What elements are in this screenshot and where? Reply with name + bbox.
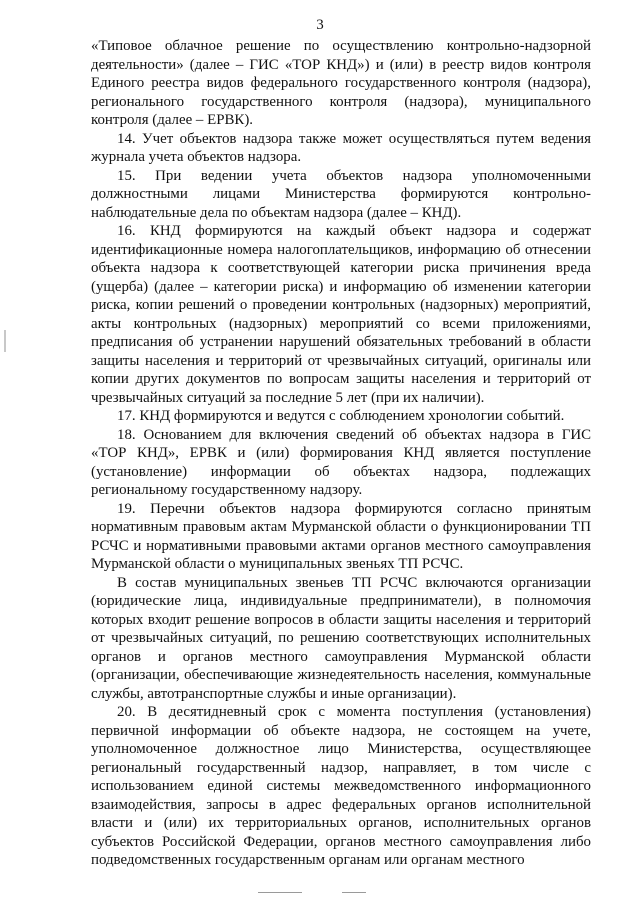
paragraph-19-municipal: В состав муниципальных звеньев ТП РСЧС включаются организации (юридические лица, индивидуальные предприниматели), в полномочия которых входит решение вопросов в области защиты населения и территорий от чрезвычайных ситуаций, по решению соответствующих исполнительных органов и органов местного самоуправления Мурманской области (организации, обеспечивающие жизнедеятельность населения, коммунальные службы, автотранспортные службы и иные организации). (91, 574, 591, 702)
document-body (91, 37, 591, 870)
paragraph-19: 19. Перечни объектов надзора формируются согласно принятым нормативным правовым актам Мурманской области о функционировании ТП РСЧС и нормативными правовыми актами органов местного самоуправления Мурманской области о муниципальных звеньях ТП РСЧС. (91, 500, 591, 572)
paragraph-13-continuation: «Типовое облачное решение по осуществлению контрольно-надзорной деятельности» (далее – ГИС «ТОР КНД») и (или) в реестр видов контроля Единого реестра видов федерального государственного контроля (надзора), регионального государственного контроля (надзора), муниципального контроля (далее – ЕРВК). (91, 38, 591, 128)
paragraph-18: 18. Основанием для включения сведений об объектах надзора в ГИС «ТОР КНД», ЕРВК и (или) формирования КНД является поступление (установление) информации об объектах надзора, подлежащих региональному государственному надзору. (91, 426, 591, 498)
paragraph-17: 17. КНД формируются и ведутся с соблюдением хронологии событий. (117, 408, 565, 424)
page-number: 3 (316, 17, 324, 33)
paragraph-20: 20. В десятидневный срок с момента поступления (установления) первичной информации об объекте надзора, не состоящем на учете, уполномоченное должностное лицо Министерства, осуществляющее региональный государственный надзор, направляет, в том числе с использованием единой системы межведомственного информационного взаимодействия, запросы в адрес федеральных органов исполнительной власти и (или) их территориальных органов, исполнительных органов субъектов Российской Федерации, органов местного самоуправления либо подведомственных государственным органам или органам местного (91, 704, 591, 868)
paragraph-15: 15. При ведении учета объектов надзора уполномоченными должностными лицами Министерства формируются контрольно-наблюдательные дела по объектам надзора (далее – КНД). (91, 167, 591, 221)
footer-mark-left (258, 892, 302, 893)
scan-edge-mark (4, 330, 6, 352)
paragraph-16: 16. КНД формируются на каждый объект надзора и содержат идентификационные номера налогоплательщиков, информацию об отнесении объекта надзора к соответствующей категории риска причинения вреда (ущерба) (далее – категории риска) и информацию об изменении категории риска, копии решений о проведении контрольных (надзорных) мероприятий, акты контрольных (надзорных) мероприятий со всеми приложениями, предписания об устранении нарушений обязательных требований в области защиты населения и территорий от чрезвычайных ситуаций, оригиналы или копии других документов по вопросам защиты населения и территорий от чрезвычайных ситуаций за последние 5 лет (при их наличии). (91, 223, 591, 406)
footer-mark-right (342, 892, 366, 893)
paragraph-14: 14. Учет объектов надзора также может осуществляться путем ведения журнала учета объектов надзора. (91, 130, 591, 165)
